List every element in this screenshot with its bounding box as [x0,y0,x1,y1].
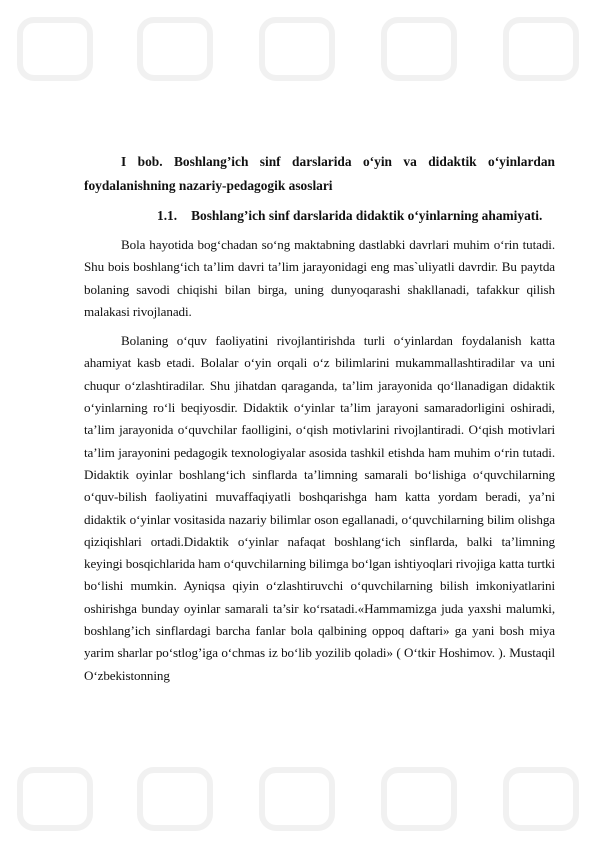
section-title: Boshlang’ich sinf darslarida didaktik o‘yinlarning ahamiyati. [191,208,543,223]
document-body [84,150,555,694]
section-heading [121,204,555,228]
paragraph-2: Bolaning o‘quv faoliyatini rivojlantirishda turli o‘yinlardan foydalanish katta ahamiyat kasb etadi. Bolalar o‘yin orqali o‘z bilimlarini mukammallashtiradilar va uni chuqur o‘zlashtiradilar. Shu jihatdan qaraganda, ta’lim jarayonida qo‘llanadigan didaktik o‘yinlarning ro‘li beqiyosdir. Didaktik o‘yinlar ta’lim jarayoni samaradorligini oshiradi, ta’lim jarayonida o‘quvchilar faolligini, o‘qish motivlarini rivojlantiradi. O‘qish motivlari ta’lim jarayonini pedagogik texnologiyalar asosida tashkil etishda ham muhim o‘rin tutadi. Didaktik oyinlar boshlang‘ich sinflarda ta’limning samarali bo‘lishiga o‘quvchilarning o‘quv-bilish faoliyatini muvaffaqiyatli boshqarishga ham katta yordam beradi, ya’ni didaktik o‘yinlar vositasida nazariy bilimlar oson egallanadi, o‘quvchilarning bilim olishga qiziqishlari ortadi.Didaktik o‘yinlar nafaqat boshlang‘ich sinflarda, balki ta’limning keyingi bosqichlarida ham o‘quvchilarning bilimga bo‘lgan ishtiyoqlari rivojiga katta turtki bo‘lishi mumkin. Ayniqsa qiyin o‘zlashtiruvchi o‘quvchilarning bilish imkoniyatlarini oshirishga bunday oyinlar samarali ta’sir ko‘rsatadi.«Hammamizga juda yaxshi malumki, boshlang’ich sinflardagi barcha fanlar bola qalbining oppoq daftari» ga yani bosh miya yarim sharlar po‘stlog’iga o‘chmas iz bo‘lib yozilib qoladi» ( O‘tkir Hoshimov. ). Mustaqil O‘zbekistonning [84,333,555,683]
paragraph-1: Bola hayotida bog‘chadan so‘ng maktabning dastlabki davrlari muhim o‘rin tutadi. Shu bois boshlang‘ich ta’lim davri ta’lim jarayonidagi eng mas`uliyatli davrdir. Bu paytda bolaning savodi chiqishi bilan birga, uning dunyoqarashi shakllanadi, tafakkur qilish malakasi rivojlanadi. [84,237,555,319]
section-number: 1.1. [157,208,178,223]
chapter-heading: I bob. Boshlang’ich sinf darslarida o‘yin va didaktik o‘yinlardan foydalanishning nazariy-pedagogik asoslari [84,154,555,193]
